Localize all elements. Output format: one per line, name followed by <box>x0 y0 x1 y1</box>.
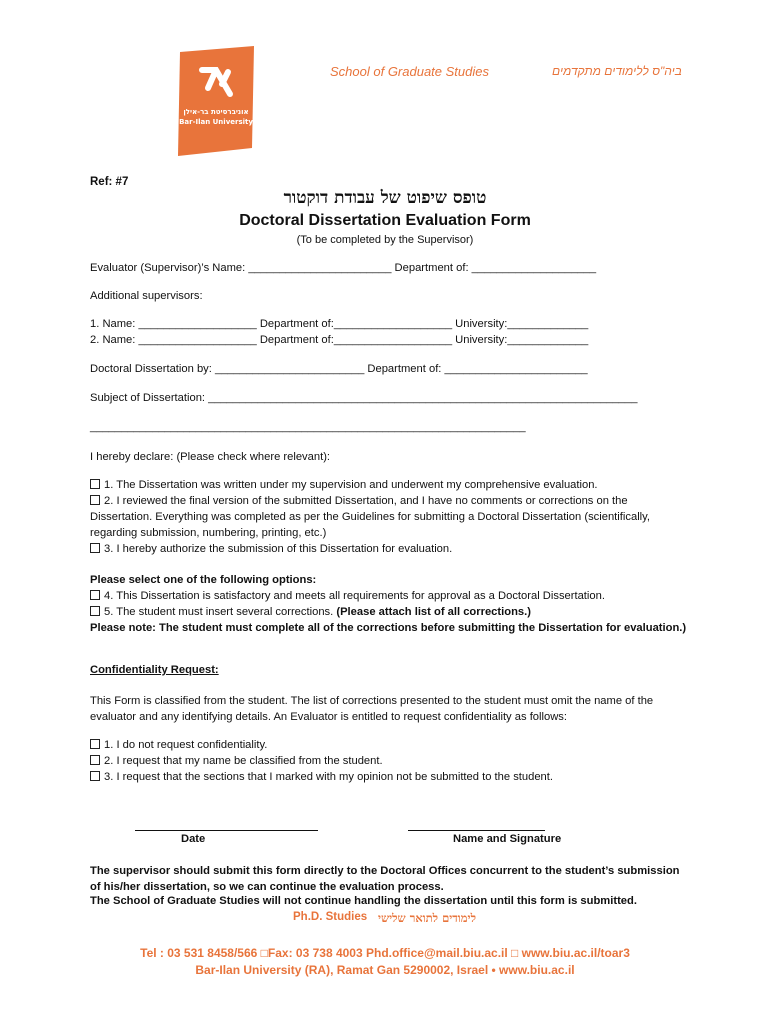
confidentiality-list <box>90 737 690 785</box>
title-hebrew: טופס שיפוט של עבודת דוקטור <box>283 188 487 208</box>
supervisor-2-field[interactable]: 2. Name: ___________________ Department of:___________________ University:_____________ <box>90 334 589 346</box>
checkbox-icon[interactable] <box>90 543 100 553</box>
footer-address: Bar-Ilan University (RA), Ramat Gan 5290002, Israel • www.biu.ac.il <box>195 963 575 977</box>
closing-note: The School of Graduate Studies will not continue handling the dissertation until this form is submitted. <box>90 895 637 907</box>
name-signature-label: Name and Signature <box>453 833 562 845</box>
confidentiality-item-3[interactable]: 3. I request that the sections that I marked with my opinion not be submitted to the student. <box>90 769 690 785</box>
checkbox-icon[interactable] <box>90 495 100 505</box>
bar-ilan-logo-icon <box>176 44 256 159</box>
options-heading: Please select one of the following options: <box>90 574 317 586</box>
options-section <box>90 572 690 636</box>
logo-text-en: Bar-Ilan University <box>179 118 253 126</box>
university-logo <box>176 44 256 159</box>
subject-continuation-field[interactable]: ______________________________________________________________________ <box>90 421 526 433</box>
subtitle: (To be completed by the Supervisor) <box>296 234 474 246</box>
confidentiality-text: This Form is classified from the student. The list of corrections presented to the student must omit the name of the evaluator and any identifying details. An Evaluator is entitled to request confidentiality as follows: <box>90 695 654 723</box>
option-5[interactable]: 5. The student must insert several corrections. (Please attach list of all corrections.) <box>90 604 690 620</box>
checkbox-icon[interactable] <box>90 606 100 616</box>
logo-text-he: אוניברסיטת בר-אילן <box>183 108 249 116</box>
declare-item-1[interactable]: 1. The Dissertation was written under my supervision and underwent my comprehensive evaluation. <box>90 477 690 493</box>
option-4[interactable]: 4. This Dissertation is satisfactory and meets all requirements for approval as a Doctoral Dissertation. <box>90 588 690 604</box>
school-name-he: ביה"ס ללימודים מתקדמים <box>552 64 682 78</box>
name-signature-line[interactable] <box>408 830 545 831</box>
confidentiality-item-2[interactable]: 2. I request that my name be classified from the student. <box>90 753 690 769</box>
declare-list <box>90 477 690 557</box>
date-signature-line[interactable] <box>135 830 318 831</box>
page-title: Doctoral Dissertation Evaluation Form <box>239 212 531 229</box>
options-note: Please note: The student must complete all of the corrections before submitting the Dissertation for evaluation.) <box>90 622 687 634</box>
supervisor-1-field[interactable]: 1. Name: ___________________ Department of:___________________ University:_____________ <box>90 318 589 330</box>
checkbox-icon[interactable] <box>90 590 100 600</box>
declare-intro: I hereby declare: (Please check where relevant): <box>90 451 331 463</box>
declare-item-3[interactable]: 3. I hereby authorize the submission of this Dissertation for evaluation. <box>90 541 690 557</box>
school-name-en: School of Graduate Studies <box>330 64 489 79</box>
evaluator-field[interactable]: Evaluator (Supervisor)’s Name: _______________________ Department of: ____________________ <box>90 262 597 274</box>
checkbox-icon[interactable] <box>90 479 100 489</box>
additional-supervisors-label: Additional supervisors: <box>90 290 203 302</box>
checkbox-icon[interactable] <box>90 755 100 765</box>
dissertation-by-field[interactable]: Doctoral Dissertation by: ________________________ Department of: _______________________ <box>90 363 588 375</box>
phd-studies-label-he: לימודים לתואר שלישי <box>378 911 476 925</box>
confidentiality-heading: Confidentiality Request: <box>90 664 219 676</box>
confidentiality-item-1[interactable]: 1. I do not request confidentiality. <box>90 737 690 753</box>
closing-instruction: The supervisor should submit this form directly to the Doctoral Offices concurrent to the student’s submission of his/her dissertation, so we can continue the evaluation process. <box>90 865 680 893</box>
phd-studies-label: Ph.D. Studies <box>293 911 368 923</box>
footer-contact: Tel : 03 531 8458/566 □Fax: 03 738 4003 Phd.office@mail.biu.ac.il □ www.biu.ac.il/toar3 <box>140 946 630 960</box>
date-label: Date <box>181 833 206 845</box>
checkbox-icon[interactable] <box>90 739 100 749</box>
subject-field[interactable]: Subject of Dissertation: _____________________________________________________________________ <box>90 392 638 404</box>
ref-number: Ref: #7 <box>90 176 129 188</box>
checkbox-icon[interactable] <box>90 771 100 781</box>
declare-item-2[interactable]: 2. I reviewed the final version of the submitted Dissertation, and I have no comments or corrections on the Dissertation. Everything was completed as per the Guidelines for submitting a Doctoral Dissertation (scientifically, regarding submission, numbering, printing, etc.) <box>90 495 651 539</box>
